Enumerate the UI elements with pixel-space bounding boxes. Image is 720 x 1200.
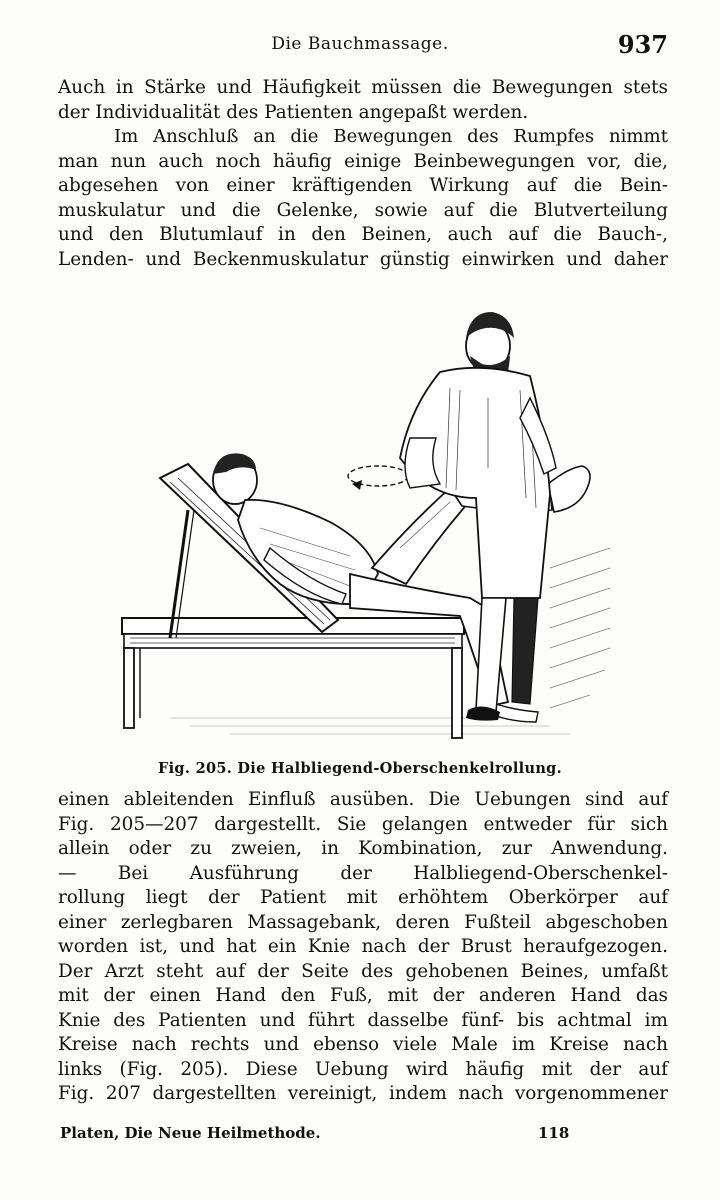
- page-number: 937: [617, 30, 668, 59]
- text-line: Fig. 205—207 dargestellt. Sie gelangen entweder für sich: [58, 813, 668, 835]
- text-line: — Bei Ausführung der Halbliegend-Oberschenkel-: [58, 862, 668, 884]
- text-line: der Individualität des Patienten angepaßt werden.: [58, 101, 529, 123]
- running-head: [0, 30, 720, 62]
- text-line: abgesehen von einer kräftigenden Wirkung auf die Bein-: [58, 175, 668, 196]
- page-footer: [0, 1124, 720, 1148]
- text-line: Kreise nach rechts und ebenso viele Male im Kreise nach: [58, 1034, 668, 1055]
- text-line: Lenden- und Beckenmuskulatur günstig einwirken und daher: [58, 248, 668, 270]
- running-title: Die Bauchmassage.: [271, 34, 449, 54]
- book-title-footer: Platen, Die Neue Heilmethode.: [60, 1124, 321, 1142]
- figure-caption: Fig. 205. Die Halbliegend-Oberschenkelrollung.: [158, 760, 562, 777]
- engraving-illustration: [110, 298, 620, 748]
- text-line: und den Blutumlauf in den Beinen, auch auf die Bauch-,: [58, 224, 668, 245]
- text-line: man nun auch noch häufig einige Beinbewegungen vor, die,: [58, 150, 668, 172]
- text-line: mit der einen Hand den Fuß, mit der anderen Hand das: [58, 985, 668, 1006]
- text-line: links (Fig. 205). Diese Uebung wird häufig mit der auf: [58, 1058, 668, 1080]
- text-line: rollung liegt der Patient mit erhöhtem Oberkörper auf: [58, 887, 668, 908]
- text-line: Knie des Patienten und führt dasselbe fünf- bis achtmal im: [58, 1009, 668, 1031]
- text-line: Im Anschluß an die Bewegungen des Rumpfes nimmt: [114, 126, 668, 147]
- text-line: worden ist, und hat ein Knie nach der Brust heraufgezogen.: [58, 936, 668, 957]
- text-line: Auch in Stärke und Häufigkeit müssen die Bewegungen stets: [58, 77, 668, 98]
- text-line: einer zerlegbaren Massagebank, deren Fußteil abgeschoben: [58, 911, 668, 933]
- paragraph-top: [58, 76, 668, 272]
- signature-mark: 118: [538, 1124, 570, 1142]
- text-line: Der Arzt steht auf der Seite des gehobenen Beines, umfaßt: [58, 960, 668, 982]
- text-line: Fig. 207 dargestellten vereinigt, indem nach vorgenommener: [58, 1083, 668, 1104]
- text-line: allein oder zu zweien, in Kombination, zur Anwendung.: [58, 838, 668, 859]
- text-line: einen ableitenden Einfluß ausüben. Die Uebungen sind auf: [58, 789, 668, 810]
- paragraph-bottom: [58, 788, 668, 1107]
- text-line: muskulatur und die Gelenke, sowie auf die Blutverteilung: [58, 199, 668, 221]
